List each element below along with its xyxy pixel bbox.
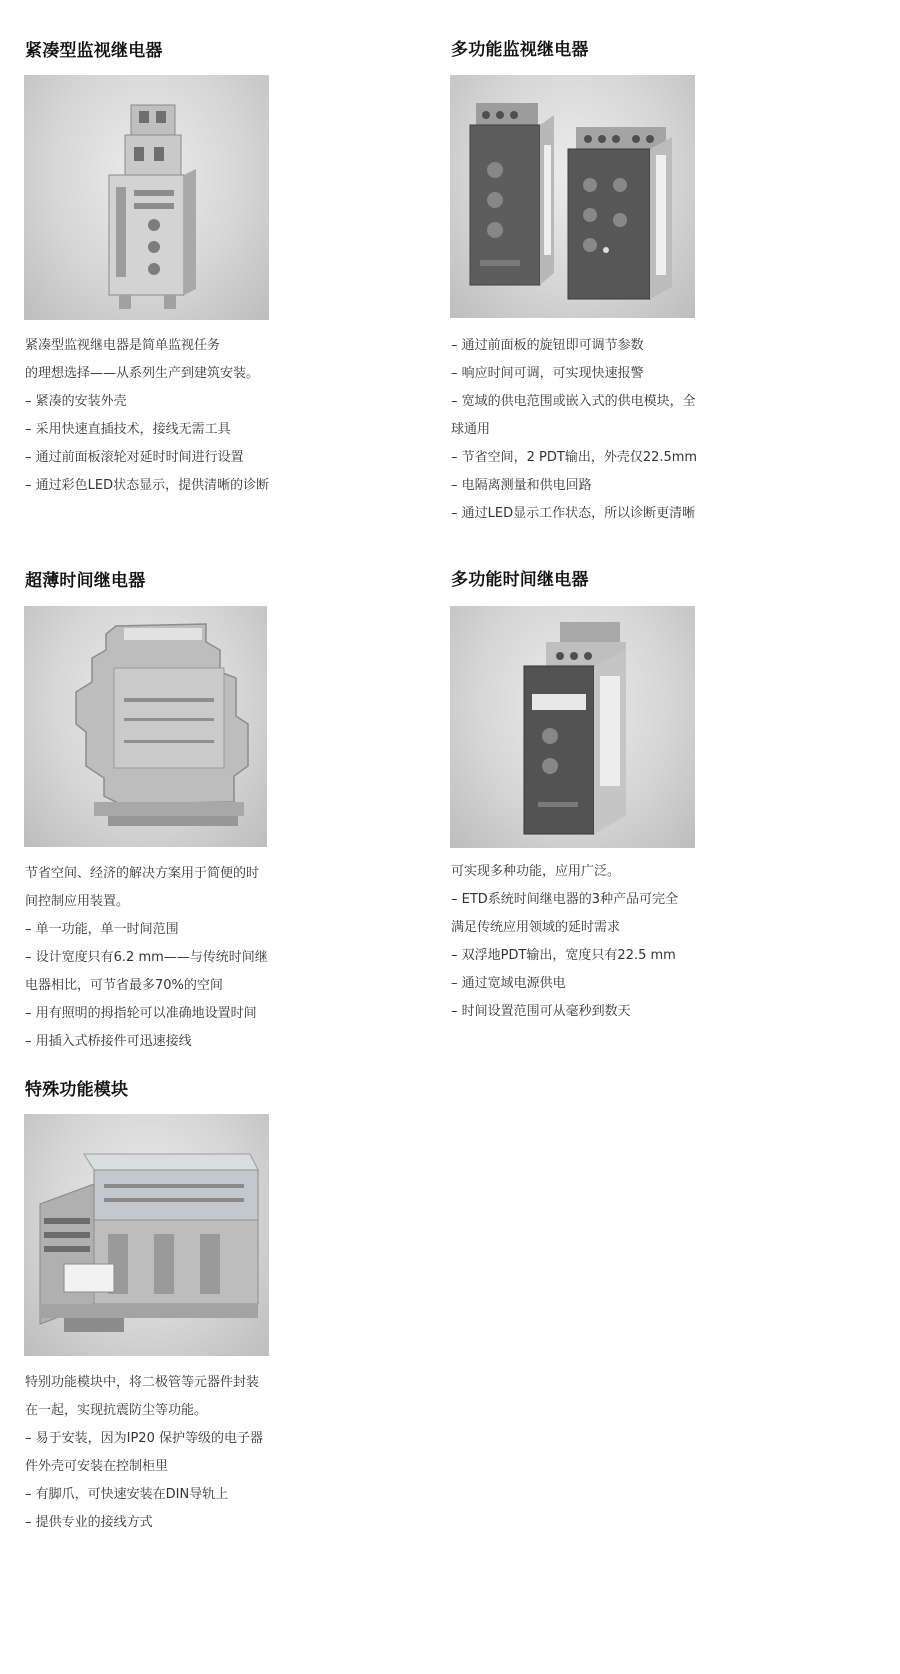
description-line: – 用有照明的拇指轮可以准确地设置时间	[25, 1006, 257, 1021]
product-image-special-function-module	[24, 1114, 269, 1356]
description-line: – 双浮地PDT输出，宽度只有22.5 mm	[451, 948, 676, 963]
description-line: 件外壳可安装在控制柜里	[25, 1459, 169, 1474]
description-line: – 易于安装，因为IP20 保护等级的电子器	[25, 1431, 263, 1446]
product-image-multifunction-monitoring-relay	[450, 75, 695, 318]
description-line: – 通过前面板的旋钮即可调节参数	[451, 338, 644, 353]
section-title: 特殊功能模块	[25, 1080, 129, 1100]
section-description	[451, 858, 741, 1026]
section-title: 多功能监视继电器	[451, 40, 589, 60]
description-line: – ETD系统时间继电器的3种产品可完全	[451, 892, 679, 907]
section-title: 多功能时间继电器	[451, 570, 589, 590]
description-line: – 响应时间可调，可实现快速报警	[451, 366, 644, 381]
description-line: 球通用	[451, 422, 491, 437]
description-line: – 紧凑的安装外壳	[25, 394, 127, 409]
section-description	[451, 332, 741, 528]
description-line: 可实现多种功能，应用广泛。	[451, 864, 621, 879]
product-image-ultra-slim-timer-relay	[24, 606, 267, 847]
description-line: – 通过LED显示工作状态，所以诊断更清晰	[451, 506, 696, 521]
description-line: 满足传统应用领域的延时需求	[451, 920, 621, 935]
section-description	[25, 332, 315, 500]
description-line: – 通过宽域电源供电	[451, 976, 566, 991]
section-description	[25, 1369, 315, 1537]
description-line: 紧凑型监视继电器是简单监视任务	[25, 338, 221, 353]
description-line: – 提供专业的接线方式	[25, 1515, 153, 1530]
description-line: 间控制应用装置。	[25, 894, 130, 909]
description-line: – 有脚爪，可快速安装在DIN导轨上	[25, 1487, 229, 1502]
description-line: – 节省空间，2 PDT输出，外壳仅22.5mm	[451, 450, 698, 465]
section-description	[25, 860, 315, 1056]
description-line: 的理想选择——从系列生产到建筑安装。	[25, 366, 260, 381]
description-line: – 通过前面板滚轮对延时时间进行设置	[25, 450, 244, 465]
description-line: 特别功能模块中，将二极管等元器件封装	[25, 1375, 260, 1390]
description-line: – 单一功能，单一时间范围	[25, 922, 179, 937]
product-image-multifunction-timer-relay	[450, 606, 695, 848]
product-image-compact-relay	[24, 75, 269, 320]
description-line: 电器相比，可节省最多70%的空间	[25, 978, 223, 993]
description-line: 在一起，实现抗震防尘等功能。	[25, 1403, 208, 1418]
description-line: – 用插入式桥接件可迅速接线	[25, 1034, 192, 1049]
description-line: 节省空间、经济的解决方案用于简便的时	[25, 866, 260, 881]
section-title: 紧凑型监视继电器	[25, 41, 163, 61]
description-line: – 宽域的供电范围或嵌入式的供电模块，全	[451, 394, 696, 409]
description-line: – 采用快速直插技术，接线无需工具	[25, 422, 231, 437]
section-title: 超薄时间继电器	[25, 571, 146, 591]
description-line: – 设计宽度只有6.2 mm——与传统时间继	[25, 950, 268, 965]
description-line: – 电隔离测量和供电回路	[451, 478, 592, 493]
description-line: – 通过彩色LED状态显示，提供清晰的诊断	[25, 478, 270, 493]
description-line: – 时间设置范围可从毫秒到数天	[451, 1004, 631, 1019]
